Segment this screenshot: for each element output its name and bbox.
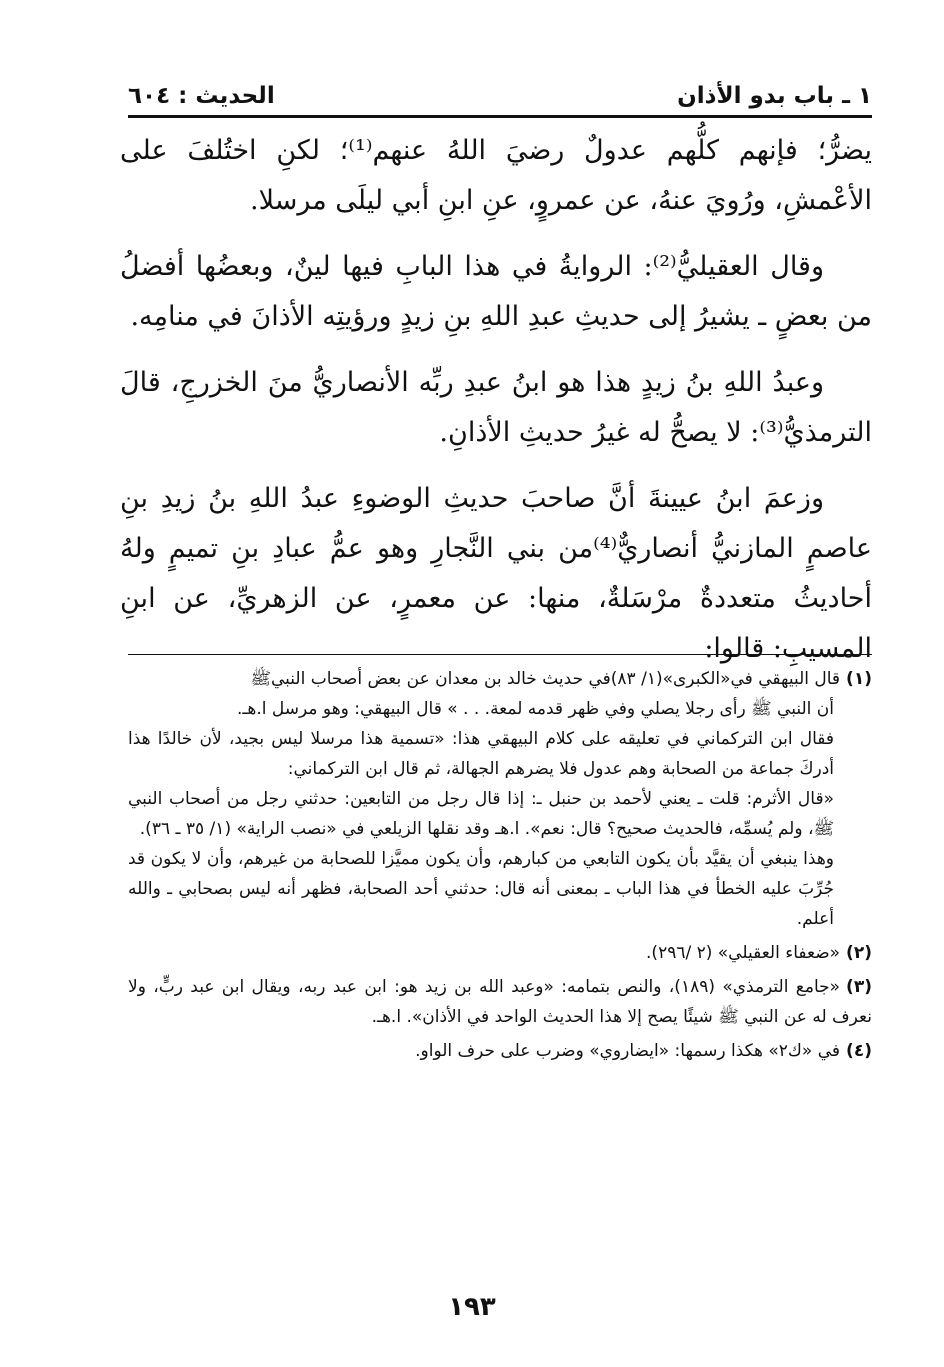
footnote-2 bbox=[128, 938, 872, 968]
footnote-text: أن النبي ﷺ رأى رجلا يصلي وفي ظهر قدمه لمعة. . . » قال البيهقي: وهو مرسل ا.هـ. bbox=[237, 699, 834, 719]
footnote-text: «ضعفاء العقيلي» (٢ /٢٩٦). bbox=[646, 943, 841, 963]
footnote-number: (٢) bbox=[846, 943, 872, 963]
footnote-text: قال البيهقي في«الكبرى»(١/ ٨٣)في حديث خالد بن معدان عن بعض أصحاب النبيﷺ bbox=[250, 669, 841, 689]
footnotes bbox=[128, 664, 872, 1070]
footnote-text: فقال ابن التركماني في تعليقه على كلام البيهقي هذا: «تسمية هذا مرسلا ليس بجيد، لأن خالدًا هذا أدركَ جماعة من الصحابة وهم عدول فلا يضرهم الجهالة، ثم قال ابن التركماني: bbox=[128, 729, 834, 779]
running-header bbox=[128, 78, 872, 118]
paragraph-3: وعبدُ اللهِ بنُ زيدٍ هذا هو ابنُ عبدِ ربِّه الأنصاريُّ منَ الخزرجِ، قالَ الترمذيُّ⁽³⁾: لا يصحُّ له غيرُ حديثِ الأذانِ. bbox=[120, 367, 872, 448]
footnote-4 bbox=[128, 1036, 872, 1066]
footnote-separator bbox=[128, 654, 872, 655]
hadith-number: الحديث : ٦٠٤ bbox=[128, 83, 275, 109]
main-text bbox=[120, 126, 872, 690]
footnote-3 bbox=[128, 972, 872, 1032]
chapter-title: ١ ـ باب بدو الأذان bbox=[677, 83, 872, 109]
paragraph-4: وزعمَ ابنُ عيينةَ أنَّ صاحبَ حديثِ الوضوءِ عبدُ اللهِ بنُ زيدِ بنِ عاصمٍ المازنيُّ أنصاريٌّ⁽⁴⁾من بني النَّجارِ وهو عمُّ عبادِ بنِ تميمٍ ولهُ أحاديثُ متعددةٌ مرْسَلةٌ، منها: عن معمرٍ، عن الزهريِّ، عن ابنِ المسيبِ: قالوا: bbox=[120, 483, 872, 664]
page-number: ١٩٣ bbox=[448, 1292, 496, 1322]
footnote-text: «جامع الترمذي» (١٨٩)، والنص بتمامه: «وعبد الله بن زيد هو: ابن عبد ربه، ويقال ابن عبد ربٍّ، ولا نعرف له عن النبي ﷺ شيئًا يصح إلا هذا الحديث الواحد في الأذان». ا.هـ. bbox=[128, 977, 872, 1027]
footnote-text: في «ك٢» هكذا رسمها: «ايضاروي» وضرب على حرف الواو. bbox=[415, 1041, 841, 1061]
footnote-number: (١) bbox=[846, 669, 872, 689]
footnote-1 bbox=[128, 664, 872, 934]
paragraph-2: وقال العقيليُّ⁽²⁾: الروايةُ في هذا البابِ فيها لينٌ، وبعضُها أفضلُ من بعضٍ ـ يشيرُ إلى حديثِ عبدِ اللهِ بنِ زيدٍ ورؤيتِه الأذانَ في منامِه. bbox=[120, 251, 872, 332]
footnote-text: وهذا ينبغي أن يقيَّد بأن يكون التابعي من كبارهم، وأن يكون مميَّزا للصحابة من غيرهم، وأن لا يكون قد جُرِّبَ عليه الخطأ في هذا الباب ـ بمعنى أنه قال: حدثني أحد الصحابة، فظهر أنه ليس بصحابي ـ والله أعلم. bbox=[128, 849, 834, 929]
footnote-text: «قال الأثرم: قلت ـ يعني لأحمد بن حنبل ـ: إذا قال رجل من التابعين: حدثني رجل من أصحاب النبي ﷺ، ولم يُسمِّه، فالحديث صحيح؟ قال: نعم». ا.هـ وقد نقلها الزيلعي في «نصب الراية» (١/ ٣٥ ـ ٣٦). bbox=[128, 789, 834, 839]
footnote-number: (٤) bbox=[846, 1041, 872, 1061]
paragraph-1: يضرُّ؛ فإنهم كلُّهم عدولٌ رضيَ اللهُ عنهم⁽¹⁾؛ لكنِ اختُلفَ على الأعْمشِ، ورُويَ عنهُ، عن عمروٍ، عنِ ابنِ أبي ليلَى مرسلا. bbox=[120, 135, 872, 216]
header-rule bbox=[128, 115, 872, 118]
footnote-number: (٣) bbox=[846, 977, 872, 997]
